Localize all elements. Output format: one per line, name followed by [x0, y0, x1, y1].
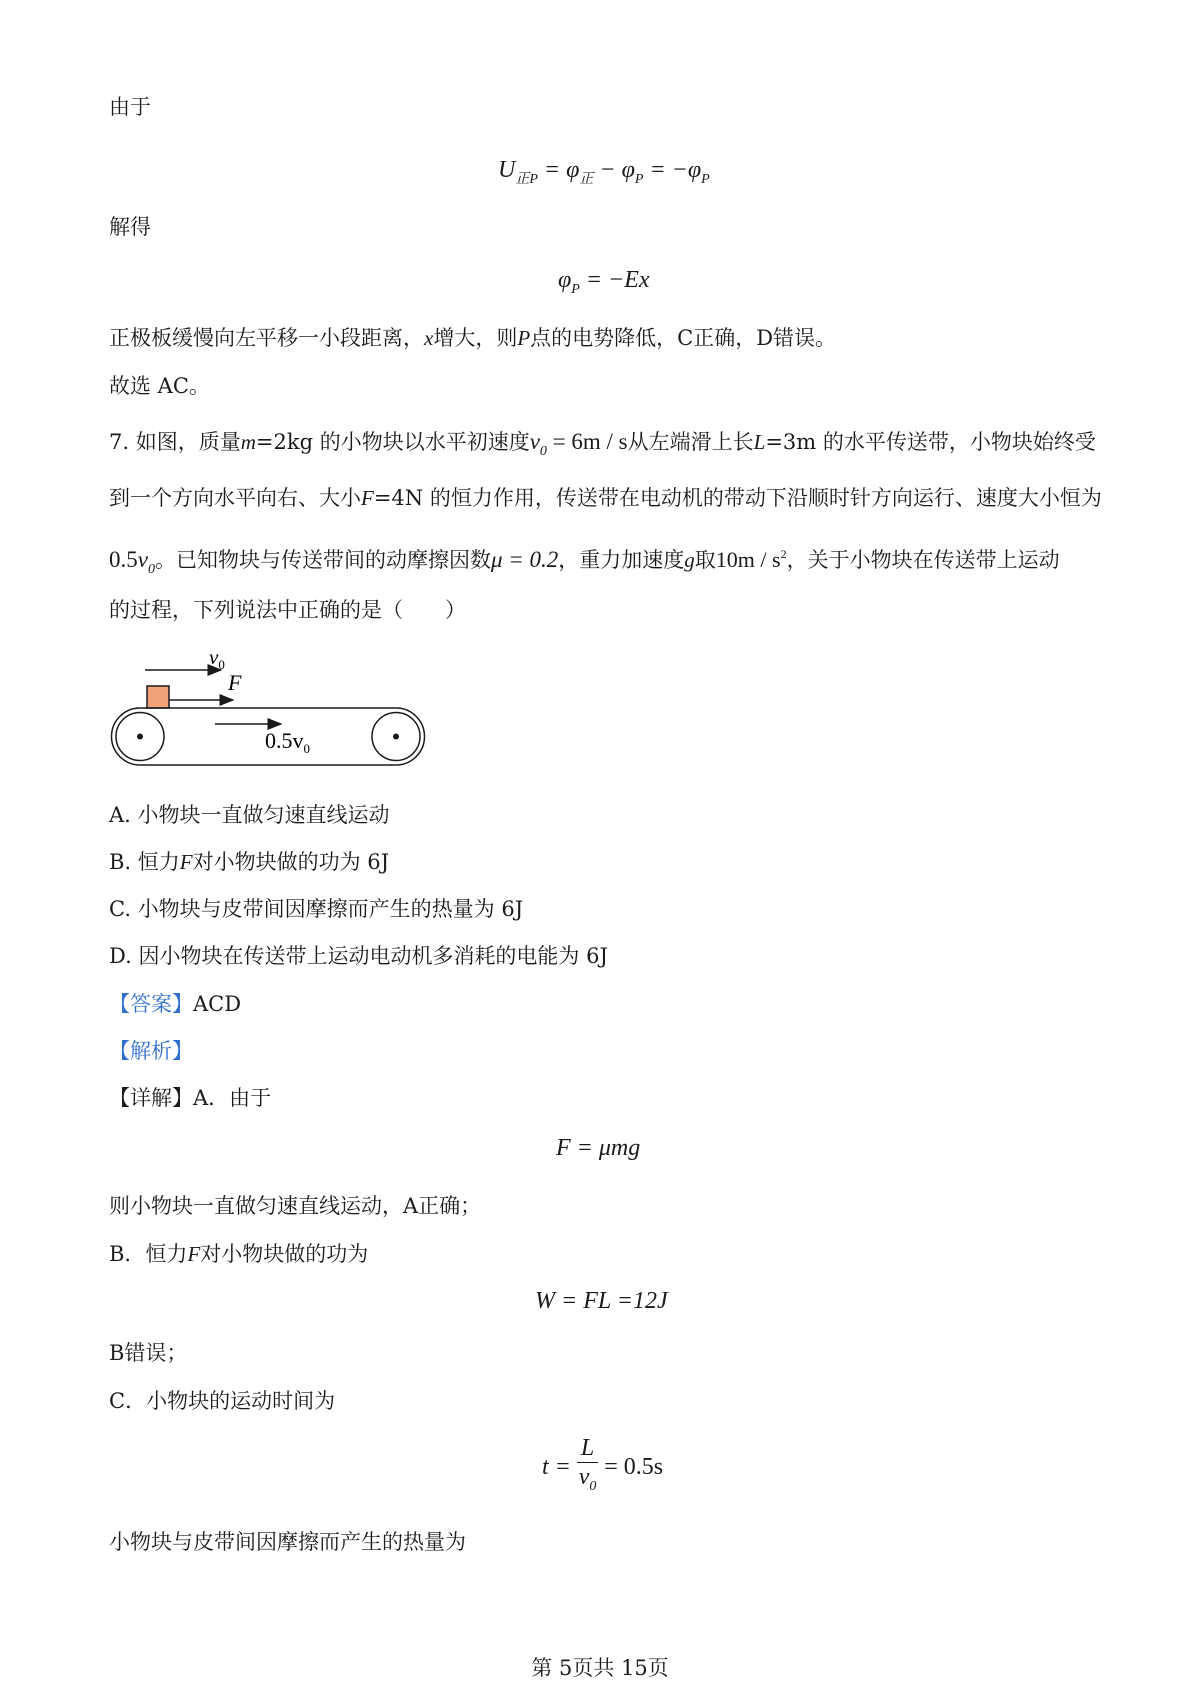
- var: v: [529, 429, 540, 454]
- text-line: [109, 324, 836, 352]
- text: =4N 的恒力作用，传送带在电动机的带动下沿顺时针方向运行、速度大小恒为: [373, 486, 1102, 510]
- page-footer: 第 5页共 15页: [531, 1656, 669, 1680]
- text: 到一个方向水平向右、大小: [109, 486, 361, 510]
- text: 对小物块做的功为 6J: [192, 850, 390, 874]
- var: L: [753, 430, 766, 454]
- text: A. 小物块一直做匀速直线运动: [109, 803, 390, 827]
- eq-part: 0.5: [109, 547, 138, 572]
- eq-part: − φ: [593, 157, 635, 183]
- equation-time: [542, 1434, 663, 1501]
- text: 对小物块做的功为: [200, 1242, 369, 1266]
- fraction-numerator: L: [577, 1434, 598, 1463]
- text: 【详解】A．由于: [109, 1086, 272, 1110]
- text: D. 因小物块在传送带上运动电动机多消耗的电能为 6J: [109, 944, 608, 968]
- text: 增大，则: [433, 326, 518, 350]
- equation-friction: [556, 1133, 640, 1163]
- fraction: [577, 1434, 598, 1501]
- text-line: [109, 93, 151, 121]
- text: B. 恒力: [109, 850, 180, 874]
- text: 点的电势降低，C正确，D错误。: [530, 326, 837, 350]
- text: ，关于小物块在传送带上运动: [786, 548, 1060, 572]
- var: g: [684, 548, 695, 572]
- question-7-line-2: [109, 484, 1102, 512]
- text: 正极板缓慢向左平移一小段距离，: [109, 326, 424, 350]
- answer-value: ACD: [193, 992, 242, 1016]
- force-label: F: [228, 670, 242, 695]
- answer-line: [109, 990, 241, 1018]
- text: 取: [694, 548, 716, 572]
- eq-part: = 6m / s: [546, 429, 628, 454]
- text: 。已知物块与传送带间的动摩擦因数: [154, 548, 491, 572]
- text-line: [109, 1192, 481, 1220]
- text-line: [109, 1387, 335, 1415]
- text-line: [109, 372, 210, 400]
- block: [147, 686, 169, 708]
- text: 7. 如图，质量: [109, 430, 241, 454]
- belt-velocity-label: $0.5v_0$: [265, 728, 310, 756]
- eq-part: F = μmg: [556, 1135, 641, 1161]
- eq-part: 10m / s: [715, 547, 781, 572]
- eq-symbol: φ: [558, 267, 572, 293]
- var: F: [361, 486, 374, 510]
- eq-part: t =: [542, 1454, 571, 1480]
- answer-label: 【答案】: [109, 992, 193, 1016]
- text: B．恒力: [109, 1242, 188, 1266]
- equation-work: [535, 1286, 668, 1316]
- text: =2kg 的小物块以水平初速度: [255, 430, 530, 454]
- text: 从左端滑上长: [627, 430, 754, 454]
- eq-subscript: P: [701, 172, 710, 187]
- text-line: [109, 1339, 187, 1367]
- var: F: [187, 1242, 201, 1266]
- analysis-label: [109, 1037, 193, 1065]
- var: F: [179, 850, 193, 874]
- option-b: [109, 848, 389, 876]
- text: 故选 AC。: [109, 374, 210, 398]
- v0-label: $v_0$: [209, 645, 225, 672]
- var: x: [424, 326, 434, 350]
- text: 小物块与皮带间因摩擦而产生的热量为: [109, 1530, 466, 1554]
- eq-subscript: 正: [579, 172, 594, 187]
- conveyor-belt-figure: [105, 640, 485, 775]
- var: P: [517, 326, 531, 350]
- eq-subscript: P: [634, 172, 644, 187]
- text-line: [109, 1240, 368, 1268]
- eq-superscript: 2: [780, 547, 787, 561]
- eq-part: = −φ: [643, 157, 702, 183]
- eq-part: = 0.5s: [604, 1454, 664, 1480]
- text: C．小物块的运动时间为: [109, 1389, 336, 1413]
- eq-part: μ = 0.2: [490, 547, 559, 572]
- eq-symbol: U: [498, 157, 516, 183]
- left-pulley-axle: [137, 734, 143, 740]
- text: 【解析】: [109, 1039, 193, 1063]
- question-7-line-1: [109, 428, 1096, 466]
- text: 则小物块一直做匀速直线运动，A正确；: [109, 1194, 482, 1218]
- right-pulley-axle: [393, 734, 399, 740]
- fraction-denominator: $v_0$: [578, 1464, 597, 1494]
- option-c: [109, 895, 523, 923]
- option-a: [109, 801, 390, 829]
- text: =3m 的水平传送带，小物块始终受: [765, 430, 1096, 454]
- equation-potential-p: [558, 265, 650, 305]
- eq-subscript: 0: [539, 444, 547, 459]
- text: ，重力加速度: [558, 548, 685, 572]
- question-7-line-4: [109, 596, 466, 624]
- text-line: [109, 1528, 466, 1556]
- option-d: [109, 942, 608, 970]
- equation-potential-difference: [498, 155, 710, 195]
- eq-part: W = FL =12J: [535, 1288, 668, 1314]
- eq-part: = −Ex: [579, 267, 650, 293]
- var: m: [240, 430, 256, 454]
- text-line: [109, 213, 151, 241]
- eq-subscript: P: [571, 282, 580, 297]
- text: 的过程，下列说法中正确的是（ ）: [109, 598, 466, 622]
- var: v: [137, 547, 148, 572]
- text: 解得: [109, 215, 151, 239]
- detail-line: [109, 1084, 271, 1112]
- text: B错误；: [109, 1341, 188, 1365]
- eq-part: = φ: [537, 157, 580, 183]
- text: C. 小物块与皮带间因摩擦而产生的热量为 6J: [109, 897, 524, 921]
- eq-subscript: 0: [147, 562, 155, 577]
- question-7-line-3: [109, 540, 1060, 584]
- eq-subscript: 正P: [515, 172, 538, 187]
- text: 由于: [109, 95, 151, 119]
